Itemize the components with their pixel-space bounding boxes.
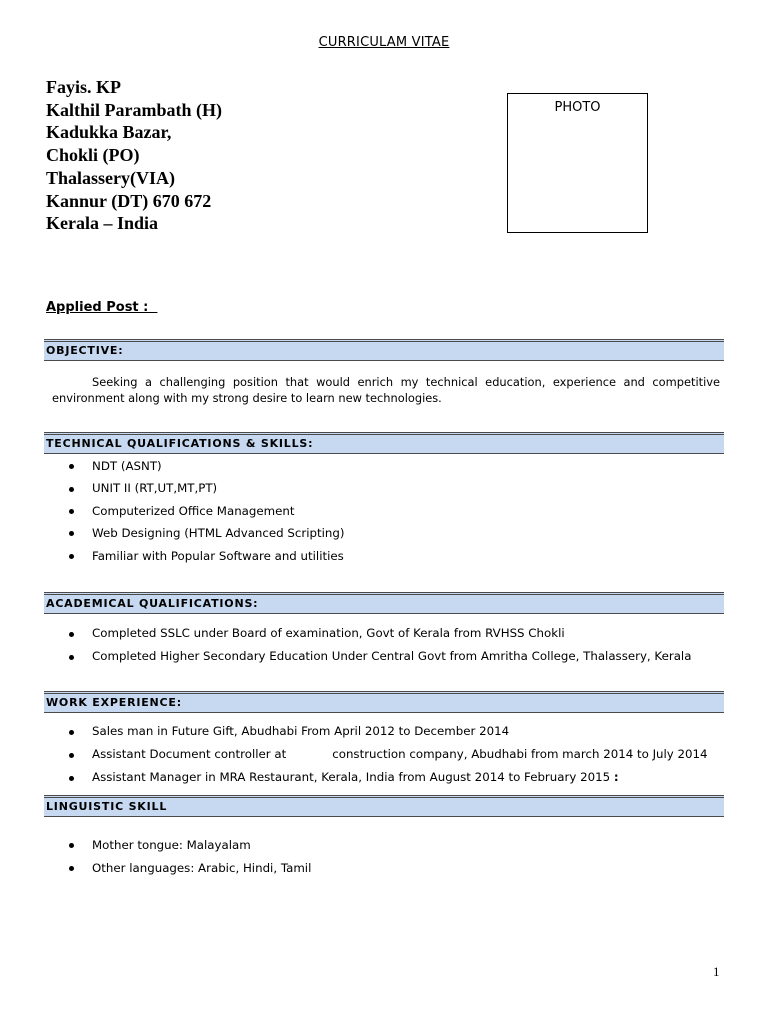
objective-header: OBJECTIVE:	[44, 339, 724, 361]
list-item: Completed SSLC under Board of examination, Govt of Kerala from RVHSS Chokli	[66, 622, 691, 645]
document-title: CURRICULAM VITAE	[318, 35, 450, 50]
address-line: Kalthil Parambath (H)	[46, 99, 222, 120]
work-item-text: Assistant Manager in MRA Restaurant, Kerala, India from August 2014 to February 2015	[92, 770, 614, 784]
list-item: Mother tongue: Malayalam	[66, 834, 311, 857]
list-item: Completed Higher Secondary Education Under Central Govt from Amritha College, Thalassery, Kerala	[66, 645, 691, 668]
candidate-name: Fayis. KP	[46, 77, 121, 97]
list-item	[66, 743, 708, 766]
objective-text: Seeking a challenging position that would enrich my technical education, experience and competitive environment along with my strong desire to learn new technologies.	[52, 375, 720, 405]
applied-post-label: Applied Post :	[46, 300, 158, 315]
photo-placeholder	[507, 93, 648, 233]
technical-skills-list	[66, 455, 344, 567]
address-line: Chokli (PO)	[46, 145, 140, 166]
work-experience-header: WORK EXPERIENCE:	[44, 691, 724, 713]
academic-header: ACADEMICAL QUALIFICATIONS:	[44, 592, 724, 614]
work-experience-list	[66, 720, 708, 789]
address-line: Kadukka Bazar,	[46, 122, 172, 143]
list-item	[66, 720, 708, 743]
list-item: Web Designing (HTML Advanced Scripting)	[66, 522, 344, 544]
list-item: NDT (ASNT)	[66, 455, 344, 477]
technical-skills-header: TECHNICAL QUALIFICATIONS & SKILLS:	[44, 432, 724, 454]
list-item: Other languages: Arabic, Hindi, Tamil	[66, 857, 311, 880]
work-item-continuation: construction company, Abudhabi from march 2014 to July 2014	[332, 747, 708, 761]
page-number: 1	[713, 964, 720, 979]
address-block	[46, 76, 222, 235]
linguistic-skill-header: LINGUISTIC SKILL	[44, 795, 724, 817]
list-item: Familiar with Popular Software and utilities	[66, 545, 344, 567]
address-line: Kerala – India	[46, 213, 159, 234]
list-item	[66, 766, 708, 789]
list-item: Computerized Office Management	[66, 500, 344, 522]
work-item-text: Assistant Document controller at	[92, 747, 287, 761]
photo-label: PHOTO	[554, 100, 601, 115]
address-line: Kannur (DT) 670 672	[46, 190, 212, 211]
list-item: UNIT II (RT,UT,MT,PT)	[66, 477, 344, 499]
work-item-text: Sales man in Future Gift, Abudhabi From April 2012 to December 2014	[92, 724, 510, 738]
academic-list	[66, 622, 691, 668]
linguistic-skill-list	[66, 834, 311, 879]
address-line: Thalassery(VIA)	[46, 167, 175, 188]
work-item-suffix: :	[613, 770, 619, 784]
